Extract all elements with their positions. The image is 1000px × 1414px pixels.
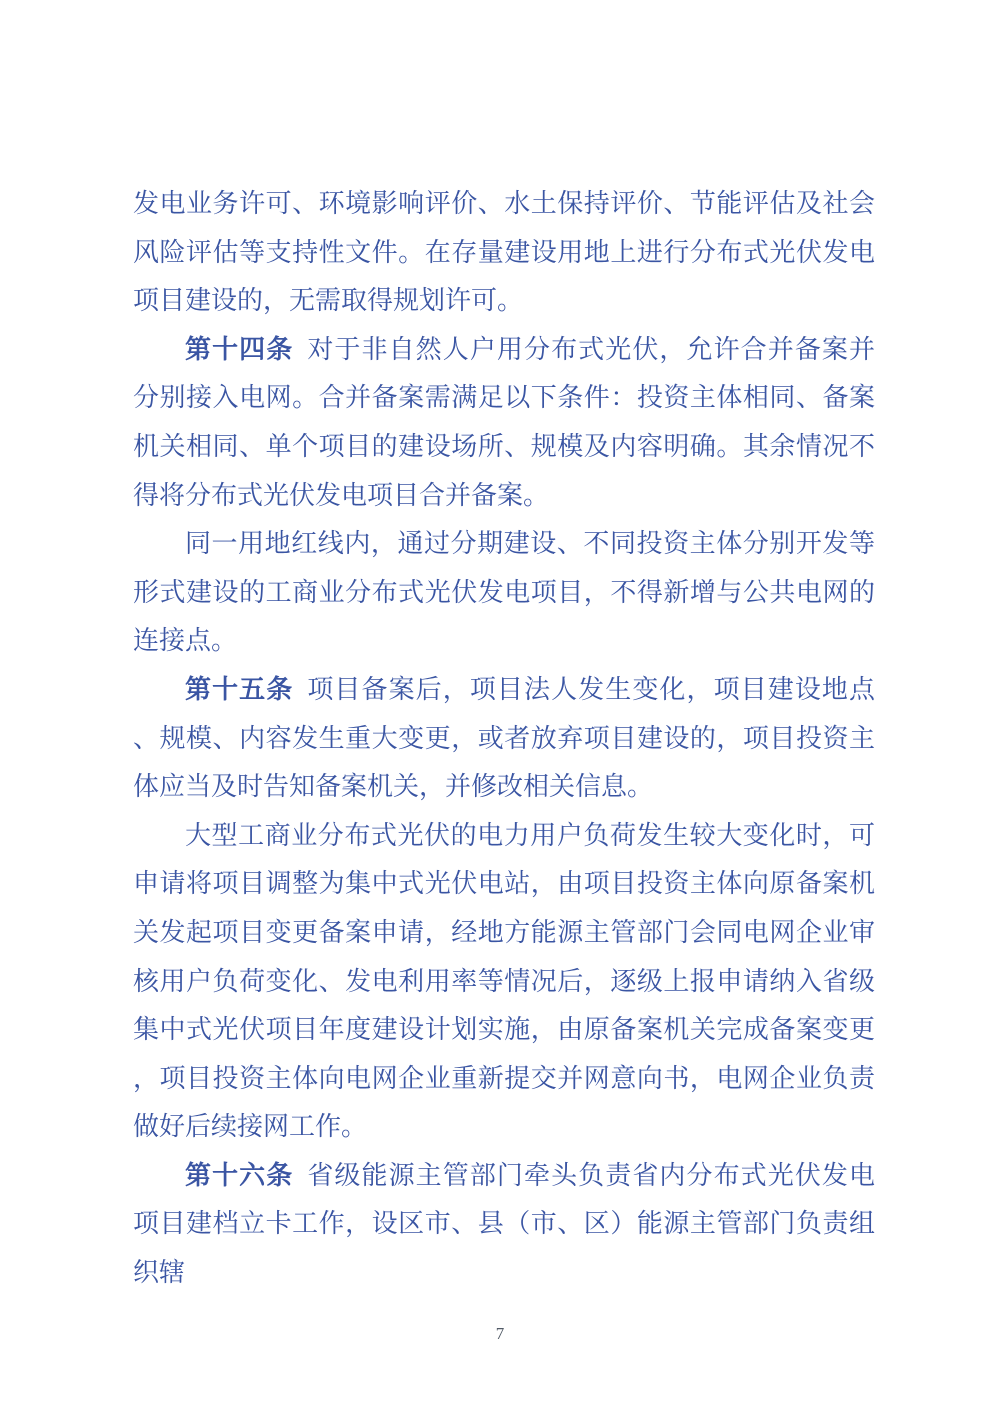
document-body (133, 180, 875, 1298)
article-number: 第十六条 (185, 1160, 294, 1190)
paragraph (133, 1152, 875, 1298)
paragraph-text: 省级能源主管部门牵头负责省内分布式光伏发电项目建档立卡工作，设区市、县（市、区）能源主管部门负责组织辖 (133, 1160, 875, 1288)
paragraph-text: 大型工商业分布式光伏的电力用户负荷发生较大变化时，可申请将项目调整为集中式光伏电站，由项目投资主体向原备案机关发起项目变更备案申请，经地方能源主管部门会同电网企业审核用户负荷变化、发电利用率等情况后，逐级上报申请纳入省级集中式光伏项目年度建设计划实施，由原备案机关完成备案变更，项目投资主体向电网企业重新提交并网意向书，电网企业负责做好后续接网工作。 (133, 820, 875, 1142)
paragraph-text: 对于非自然人户用分布式光伏，允许合并备案并分别接入电网。合并备案需满足以下条件：投资主体相同、备案机关相同、单个项目的建设场所、规模及内容明确。其余情况不得将分布式光伏发电项目合并备案。 (133, 334, 875, 510)
paragraph (133, 666, 875, 812)
paragraph-text: 项目备案后，项目法人发生变化，项目建设地点、规模、内容发生重大变更，或者放弃项目建设的，项目投资主体应当及时告知备案机关，并修改相关信息。 (133, 674, 875, 802)
paragraph (133, 180, 875, 326)
paragraph (133, 326, 875, 520)
paragraph-text: 同一用地红线内，通过分期建设、不同投资主体分别开发等形式建设的工商业分布式光伏发电项目，不得新增与公共电网的连接点。 (133, 529, 875, 656)
article-number: 第十五条 (185, 674, 294, 704)
paragraph (133, 812, 875, 1152)
paragraph (133, 520, 875, 666)
article-number: 第十四条 (185, 334, 294, 364)
paragraph-text: 发电业务许可、环境影响评价、水土保持评价、节能评估及社会风险评估等支持性文件。在存量建设用地上进行分布式光伏发电项目建设的，无需取得规划许可。 (133, 189, 875, 316)
page-number: 7 (495, 1324, 505, 1343)
